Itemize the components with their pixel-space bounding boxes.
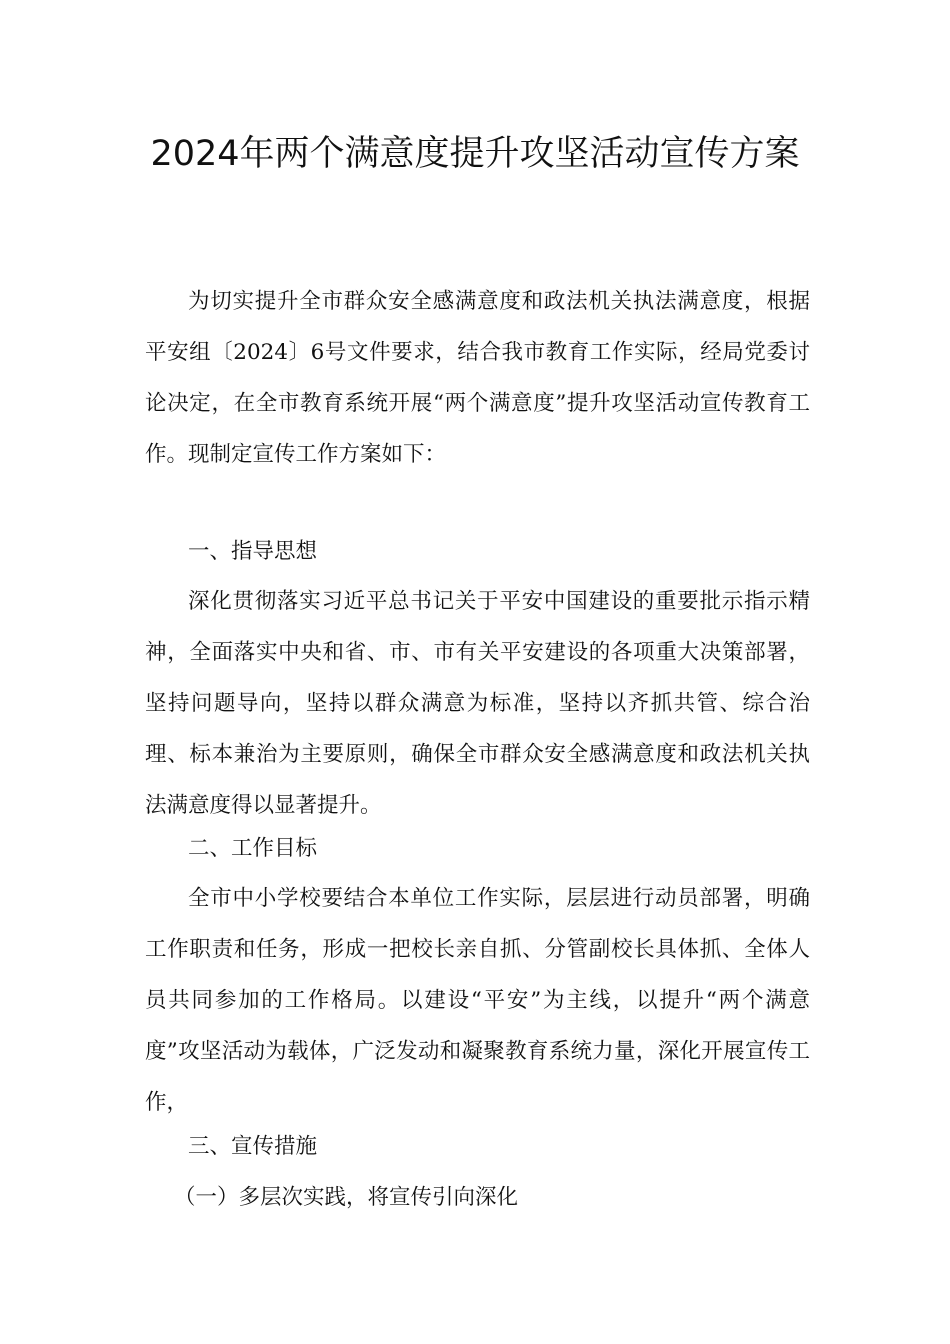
section-body-work-goals: 全市中小学校要结合本单位工作实际，层层进行动员部署，明确工作职责和任务，形成一把校长亲自抓、分管副校长具体抓、全体人员共同参加的工作格局。以建设“平安”为主线，以提升“两个满意度”攻坚活动为载体，广泛发动和凝聚教育系统力量，深化开展宣传工作， (145, 886, 810, 1115)
section-heading-guiding-ideology: 一、指导思想 (188, 539, 318, 564)
document-title: 2024年两个满意度提升攻坚活动宣传方案 (150, 134, 800, 174)
intro-paragraph: 为切实提升全市群众安全感满意度和政法机关执法满意度，根据平安组〔2024〕6号文件要求，结合我市教育工作实际，经局党委讨论决定，在全市教育系统开展“两个满意度”提升攻坚活动宣传教育工作。现制定宣传工作方案如下： (145, 289, 810, 467)
section-heading-publicity-measures: 三、宣传措施 (188, 1134, 318, 1159)
subsection-heading-multi-level-practice: （一）多层次实践，将宣传引向深化 (174, 1185, 519, 1210)
section-body-guiding-ideology: 深化贯彻落实习近平总书记关于平安中国建设的重要批示指示精神，全面落实中央和省、市、市有关平安建设的各项重大决策部署，坚持问题导向，坚持以群众满意为标准，坚持以齐抓共管、综合治理、标本兼治为主要原则，确保全市群众安全感满意度和政法机关执法满意度得以显著提升。 (145, 589, 810, 818)
section-heading-work-goals: 二、工作目标 (188, 836, 318, 861)
